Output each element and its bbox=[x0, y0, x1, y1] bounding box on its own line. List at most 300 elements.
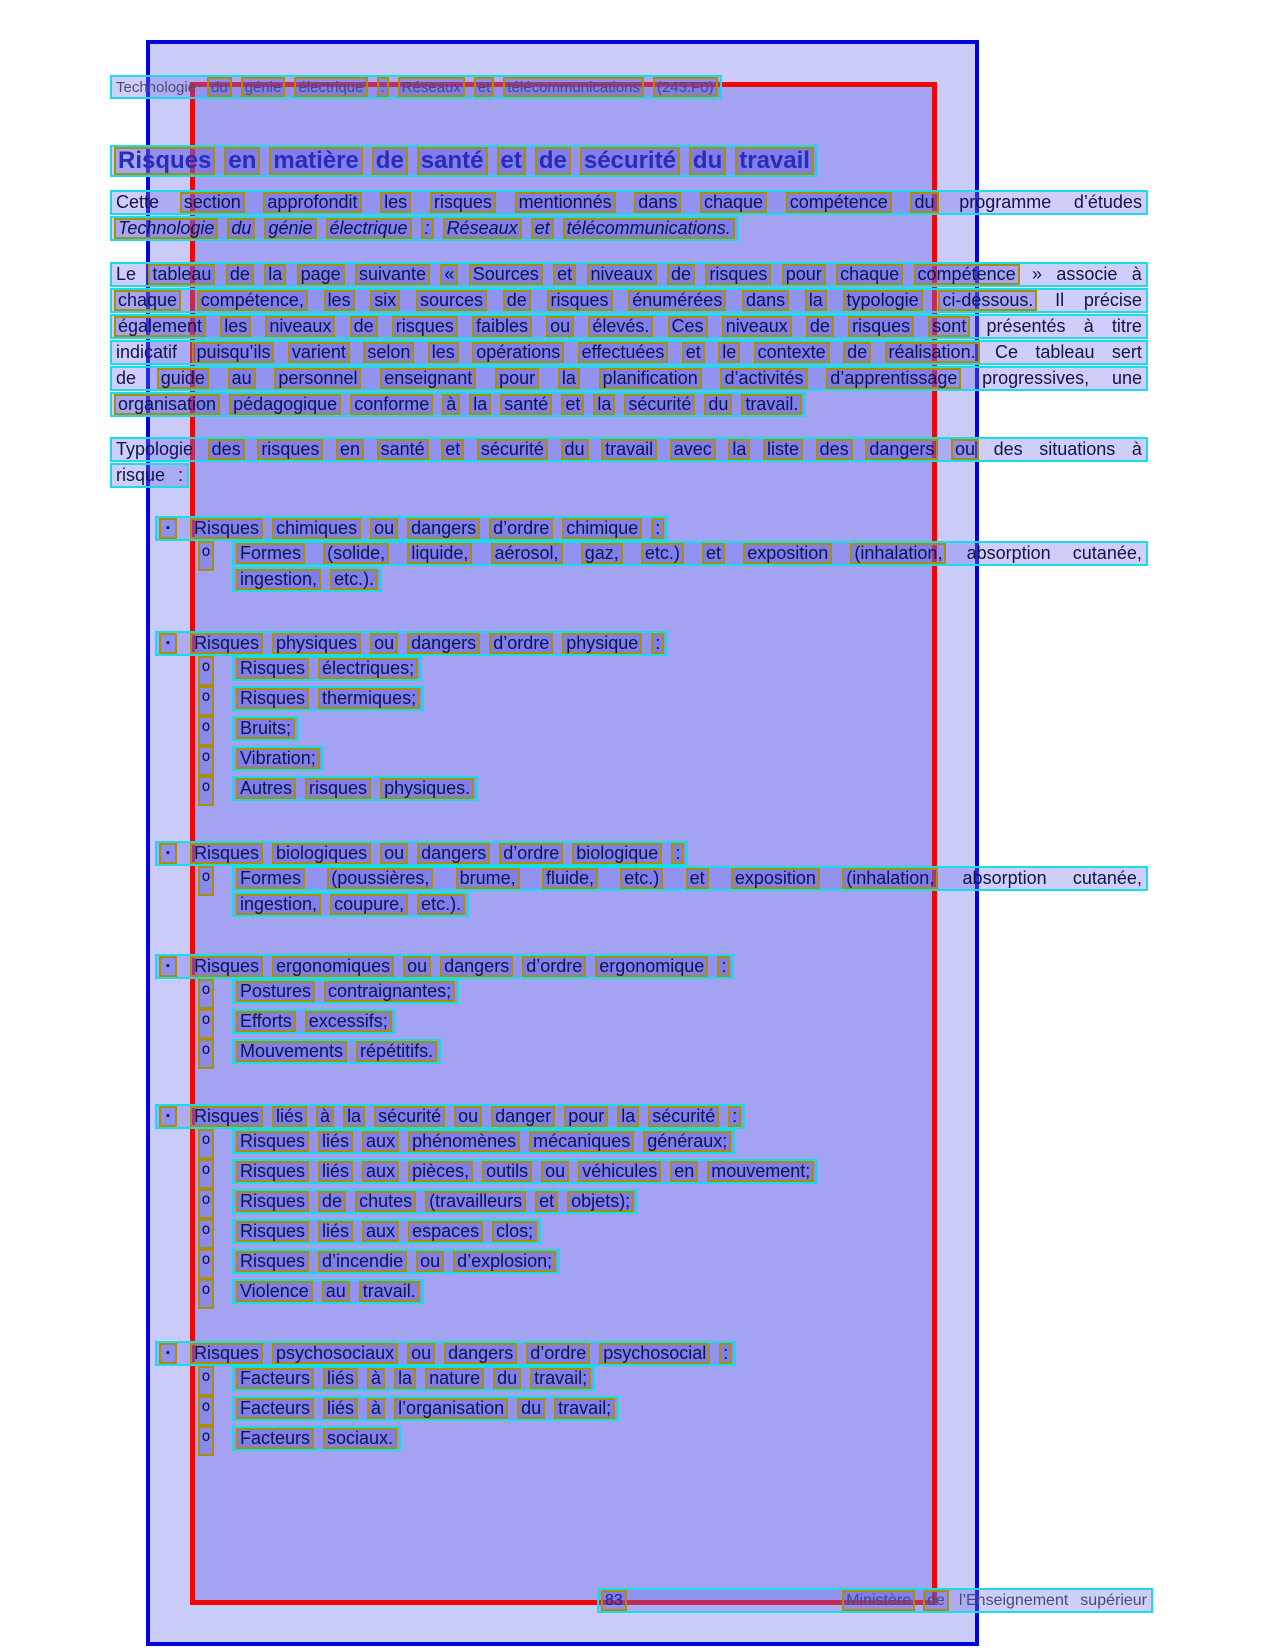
word-highlight: compétence bbox=[786, 192, 892, 213]
circle-o-bullet-icon: o bbox=[198, 1189, 214, 1219]
circle-o-bullet-icon: o bbox=[198, 1249, 214, 1279]
word-highlight: la bbox=[394, 1368, 416, 1389]
word-highlight: liés bbox=[323, 1368, 358, 1389]
word-highlight: compétence, bbox=[197, 290, 308, 311]
word-highlight: au bbox=[228, 368, 256, 389]
word-highlight: varient bbox=[288, 342, 350, 363]
word-highlight: « bbox=[440, 264, 458, 285]
section-heading-line bbox=[155, 516, 668, 541]
word-highlight: et bbox=[682, 342, 705, 363]
word-highlight: Technologie bbox=[114, 218, 218, 239]
word-highlight: etc.) bbox=[620, 868, 663, 889]
word-highlight: Risques bbox=[190, 633, 263, 654]
word-highlight: » bbox=[1031, 264, 1042, 284]
item-text bbox=[232, 1009, 1148, 1035]
word-highlight: dangers bbox=[865, 439, 938, 460]
word-highlight: biologique bbox=[572, 843, 662, 864]
word-highlight: sécurité bbox=[648, 1106, 719, 1127]
line-highlight bbox=[232, 979, 459, 1004]
footer-line-highlight bbox=[597, 1588, 1153, 1613]
word-highlight: biologiques bbox=[272, 843, 371, 864]
word-highlight: ou bbox=[541, 1161, 569, 1182]
word-highlight: enseignant bbox=[380, 368, 476, 389]
paragraph bbox=[110, 190, 1148, 242]
word-highlight: la bbox=[558, 368, 580, 389]
word-highlight: Risques bbox=[190, 518, 263, 539]
line-highlight bbox=[232, 746, 324, 771]
word-highlight: risques bbox=[547, 290, 613, 311]
word-highlight: Violence bbox=[236, 1281, 313, 1302]
word-highlight: de bbox=[923, 1590, 949, 1611]
word-highlight: typologie bbox=[843, 290, 923, 311]
word-highlight: niveaux bbox=[587, 264, 657, 285]
word-highlight: à bbox=[316, 1106, 334, 1127]
circle-o-bullet-icon: o bbox=[198, 1009, 214, 1039]
page-number: 83 bbox=[601, 1590, 627, 1611]
square-bullet-icon: ▪ bbox=[159, 843, 177, 864]
word-highlight: Risques bbox=[236, 658, 309, 679]
word-highlight: situations bbox=[1039, 439, 1116, 459]
word-highlight: Technologie bbox=[116, 78, 197, 96]
circle-o-bullet-icon: o bbox=[198, 746, 214, 776]
word-highlight: chimiques bbox=[272, 518, 361, 539]
item-text bbox=[232, 866, 1148, 918]
word-highlight: liés bbox=[318, 1221, 353, 1242]
word-highlight: faibles bbox=[472, 316, 532, 337]
word-highlight: risques bbox=[848, 316, 914, 337]
word-highlight: Mouvements bbox=[236, 1041, 347, 1062]
word-highlight: Risques bbox=[236, 1221, 309, 1242]
list-item bbox=[155, 866, 1148, 918]
word-highlight: chimique bbox=[562, 518, 642, 539]
word-highlight: d’ordre bbox=[522, 956, 586, 977]
word-highlight: santé bbox=[377, 439, 429, 460]
item-text bbox=[232, 1426, 1148, 1452]
word-highlight: guide bbox=[157, 368, 209, 389]
word-highlight: (poussières, bbox=[327, 868, 433, 889]
word-highlight: d’apprentissage bbox=[826, 368, 961, 389]
word-highlight: etc.). bbox=[417, 894, 465, 915]
word-highlight: électriques; bbox=[318, 658, 418, 679]
word-highlight: pour bbox=[495, 368, 539, 389]
word-highlight: Typologie bbox=[116, 439, 194, 459]
word-highlight: du bbox=[227, 218, 255, 239]
word-highlight: d’explosion; bbox=[453, 1251, 556, 1272]
item-text bbox=[232, 1039, 1148, 1065]
word-highlight: outils bbox=[482, 1161, 532, 1182]
word-highlight: sources bbox=[416, 290, 487, 311]
circle-o-bullet-icon: o bbox=[198, 541, 214, 571]
word-highlight: aux bbox=[362, 1221, 399, 1242]
header-line-highlight bbox=[110, 75, 722, 99]
word-highlight: et bbox=[561, 394, 584, 415]
word-highlight: Postures bbox=[236, 981, 315, 1002]
word-highlight: tableau bbox=[148, 264, 215, 285]
word-highlight: etc.). bbox=[330, 569, 378, 590]
word-highlight: travail. bbox=[359, 1281, 420, 1302]
list-item bbox=[155, 1039, 1148, 1069]
word-highlight: (243.F0) bbox=[653, 77, 718, 97]
word-highlight: dans bbox=[742, 290, 789, 311]
word-highlight: Autres bbox=[236, 778, 296, 799]
list-item bbox=[155, 1129, 1148, 1159]
word-highlight: : bbox=[377, 77, 389, 97]
word-highlight: compétence bbox=[914, 264, 1020, 285]
word-highlight: : bbox=[421, 218, 434, 239]
word-highlight: sécurité bbox=[477, 439, 548, 460]
word-highlight: Risques bbox=[190, 843, 263, 864]
item-text bbox=[232, 656, 1148, 682]
line-highlight bbox=[110, 314, 1148, 339]
word-highlight: risques bbox=[430, 192, 496, 213]
circle-o-bullet-icon: o bbox=[198, 1159, 214, 1189]
word-highlight: Risques bbox=[236, 1191, 309, 1212]
word-highlight: ou bbox=[454, 1106, 482, 1127]
word-highlight: des bbox=[208, 439, 245, 460]
word-highlight: sert bbox=[1111, 342, 1142, 362]
square-bullet-icon: ▪ bbox=[159, 1106, 177, 1127]
circle-o-bullet-icon: o bbox=[198, 1426, 214, 1456]
word-highlight: la bbox=[343, 1106, 365, 1127]
paragraph bbox=[110, 262, 1148, 418]
word-highlight: risques bbox=[257, 439, 323, 460]
word-highlight: effectuées bbox=[578, 342, 669, 363]
word-highlight: programme bbox=[959, 192, 1052, 212]
word-highlight: ou bbox=[407, 1343, 435, 1364]
item-text bbox=[232, 776, 1148, 802]
word-highlight: ou bbox=[380, 843, 408, 864]
line-highlight bbox=[232, 1396, 619, 1421]
word-highlight: Risques bbox=[190, 1106, 263, 1127]
word-highlight: cutanée, bbox=[1072, 868, 1142, 888]
word-highlight: Facteurs bbox=[236, 1398, 314, 1419]
word-highlight: une bbox=[1111, 368, 1142, 388]
word-highlight: ou bbox=[370, 518, 398, 539]
square-bullet-icon: ▪ bbox=[159, 633, 177, 654]
line-highlight bbox=[110, 190, 1148, 215]
word-highlight: Ce bbox=[994, 342, 1018, 362]
word-highlight: Bruits; bbox=[236, 718, 295, 739]
word-highlight: liés bbox=[318, 1161, 353, 1182]
word-highlight: des bbox=[816, 439, 853, 460]
word-highlight: physiques bbox=[272, 633, 361, 654]
word-highlight: physique bbox=[562, 633, 642, 654]
word-highlight: élevés. bbox=[588, 316, 653, 337]
word-highlight: généraux; bbox=[643, 1131, 731, 1152]
line-highlight bbox=[232, 1249, 560, 1274]
word-highlight: du bbox=[561, 439, 589, 460]
word-highlight: niveaux bbox=[722, 316, 792, 337]
word-highlight: risques bbox=[705, 264, 771, 285]
word-highlight: dangers bbox=[440, 956, 513, 977]
word-highlight: psychosocial bbox=[599, 1343, 710, 1364]
item-text bbox=[232, 1396, 1148, 1422]
line-highlight bbox=[232, 1279, 424, 1304]
circle-o-bullet-icon: o bbox=[198, 1366, 214, 1396]
word-highlight: la bbox=[728, 439, 750, 460]
word-highlight: dangers bbox=[417, 843, 490, 864]
word-highlight: de bbox=[226, 264, 254, 285]
word-highlight: aux bbox=[362, 1161, 399, 1182]
risk-section bbox=[155, 840, 1148, 918]
word-highlight: génie bbox=[241, 77, 286, 97]
list-item bbox=[155, 716, 1148, 746]
item-text bbox=[232, 1279, 1148, 1305]
word-highlight: ou bbox=[370, 633, 398, 654]
word-highlight: et bbox=[474, 77, 495, 97]
word-highlight: la bbox=[264, 264, 286, 285]
word-highlight: d’ordre bbox=[489, 633, 553, 654]
word-highlight: mouvement; bbox=[707, 1161, 814, 1182]
word-highlight: mécaniques bbox=[529, 1131, 634, 1152]
item-text bbox=[232, 1129, 1148, 1155]
word-highlight: supérieur bbox=[1080, 1591, 1147, 1609]
list-item bbox=[155, 776, 1148, 806]
line-highlight bbox=[232, 1009, 396, 1034]
word-highlight: à bbox=[442, 394, 460, 415]
circle-o-bullet-icon: o bbox=[198, 866, 214, 896]
page-footer bbox=[597, 1588, 1153, 1613]
circle-o-bullet-icon: o bbox=[198, 656, 214, 686]
word-highlight: de bbox=[350, 316, 378, 337]
word-highlight: excessifs; bbox=[305, 1011, 392, 1032]
list-item bbox=[155, 1009, 1148, 1039]
item-text bbox=[232, 1219, 1148, 1245]
word-highlight: (travailleurs bbox=[425, 1191, 526, 1212]
word-highlight: et bbox=[497, 147, 526, 175]
word-highlight: mentionnés bbox=[515, 192, 616, 213]
page-title bbox=[110, 145, 1148, 179]
word-highlight: (solide, bbox=[323, 543, 389, 564]
word-highlight: à bbox=[367, 1368, 385, 1389]
word-highlight: pédagogique bbox=[229, 394, 341, 415]
word-highlight: de bbox=[843, 342, 871, 363]
word-highlight: du bbox=[704, 394, 732, 415]
item-text bbox=[232, 1159, 1148, 1185]
word-highlight: aux bbox=[362, 1131, 399, 1152]
word-highlight: au bbox=[322, 1281, 350, 1302]
word-highlight: Ces bbox=[668, 316, 708, 337]
word-highlight: Formes bbox=[236, 543, 305, 564]
word-highlight: et bbox=[686, 868, 709, 889]
word-highlight: la bbox=[617, 1106, 639, 1127]
word-highlight: et bbox=[531, 218, 554, 239]
circle-o-bullet-icon: o bbox=[198, 716, 214, 746]
word-highlight: conforme bbox=[350, 394, 433, 415]
word-highlight: Réseaux bbox=[398, 77, 465, 97]
word-highlight: phénomènes bbox=[408, 1131, 520, 1152]
text-layer bbox=[110, 75, 1148, 1609]
paragraph bbox=[110, 437, 1148, 489]
line-highlight bbox=[110, 216, 739, 241]
line-highlight bbox=[232, 776, 478, 801]
word-highlight: clos; bbox=[492, 1221, 537, 1242]
list-item bbox=[155, 746, 1148, 776]
word-highlight: santé bbox=[417, 147, 488, 175]
word-highlight: Facteurs bbox=[236, 1368, 314, 1389]
list-item bbox=[155, 1366, 1148, 1396]
word-highlight: Vibration; bbox=[236, 748, 320, 769]
word-highlight: titre bbox=[1111, 316, 1142, 336]
word-highlight: Risques bbox=[190, 1343, 263, 1364]
word-highlight: Risques bbox=[114, 147, 215, 175]
line-highlight bbox=[232, 656, 422, 681]
line-highlight bbox=[232, 716, 299, 741]
list-item bbox=[155, 979, 1148, 1009]
page-header bbox=[110, 75, 1148, 101]
section-heading-line bbox=[155, 1104, 745, 1129]
word-highlight: d’ordre bbox=[489, 518, 553, 539]
word-highlight: la bbox=[805, 290, 827, 311]
word-highlight: brume, bbox=[456, 868, 520, 889]
word-highlight: Risques bbox=[236, 1131, 309, 1152]
word-highlight: les bbox=[324, 290, 355, 311]
list-item bbox=[155, 1159, 1148, 1189]
word-highlight: aérosol, bbox=[491, 543, 563, 564]
word-highlight: ergonomiques bbox=[272, 956, 394, 977]
line-highlight bbox=[232, 1219, 541, 1244]
word-highlight: également bbox=[114, 316, 206, 337]
risk-section bbox=[155, 1103, 1148, 1309]
word-highlight: de bbox=[503, 290, 531, 311]
square-bullet-icon: ▪ bbox=[159, 1343, 177, 1364]
list-item bbox=[155, 656, 1148, 686]
word-highlight: et bbox=[441, 439, 464, 460]
risk-typology-lists bbox=[110, 515, 1148, 1456]
word-highlight: l’organisation bbox=[394, 1398, 508, 1419]
line-highlight bbox=[110, 262, 1148, 287]
risk-section bbox=[155, 1340, 1148, 1456]
word-highlight: gaz, bbox=[581, 543, 623, 564]
line-highlight bbox=[232, 1159, 818, 1184]
word-highlight: fluide, bbox=[542, 868, 598, 889]
word-highlight: niveaux bbox=[265, 316, 335, 337]
word-highlight: organisation bbox=[114, 394, 220, 415]
word-highlight: thermiques; bbox=[318, 688, 420, 709]
risk-section bbox=[155, 953, 1148, 1069]
word-highlight: électrique bbox=[294, 77, 367, 97]
item-text bbox=[232, 1189, 1148, 1215]
circle-o-bullet-icon: o bbox=[198, 776, 214, 806]
word-highlight: télécommunications. bbox=[563, 218, 735, 239]
word-highlight: : bbox=[651, 518, 664, 539]
word-highlight: psychosociaux bbox=[272, 1343, 398, 1364]
word-highlight: les bbox=[380, 192, 411, 213]
list-item bbox=[155, 1249, 1148, 1279]
line-highlight bbox=[110, 288, 1148, 313]
line-highlight bbox=[232, 686, 424, 711]
line-highlight bbox=[232, 567, 382, 592]
word-highlight: associe bbox=[1056, 264, 1118, 284]
word-highlight: (inhalation, bbox=[850, 543, 946, 564]
word-highlight: la bbox=[469, 394, 491, 415]
item-text bbox=[232, 686, 1148, 712]
word-highlight: du bbox=[493, 1368, 521, 1389]
section-heading-line bbox=[155, 1341, 736, 1366]
word-highlight: Risques bbox=[236, 1161, 309, 1182]
word-highlight: santé bbox=[500, 394, 552, 415]
word-highlight: risques bbox=[392, 316, 458, 337]
word-highlight: génie bbox=[264, 218, 316, 239]
word-highlight: cutanée, bbox=[1072, 543, 1142, 563]
word-highlight: électrique bbox=[326, 218, 412, 239]
word-highlight: en bbox=[336, 439, 364, 460]
title-line-highlight bbox=[110, 145, 818, 177]
word-highlight: et bbox=[553, 264, 576, 285]
word-highlight: Facteurs bbox=[236, 1428, 314, 1449]
word-highlight: exposition bbox=[743, 543, 832, 564]
item-text bbox=[232, 979, 1148, 1005]
word-highlight: physiques. bbox=[380, 778, 474, 799]
word-highlight: chaque bbox=[114, 290, 181, 311]
word-highlight: le bbox=[718, 342, 740, 363]
line-highlight bbox=[232, 1039, 441, 1064]
word-highlight: six bbox=[370, 290, 400, 311]
word-highlight: sont bbox=[928, 316, 970, 337]
word-highlight: Risques bbox=[236, 688, 309, 709]
word-highlight: risques bbox=[305, 778, 371, 799]
word-highlight: risque bbox=[116, 465, 166, 485]
word-highlight: Ministère bbox=[842, 1590, 915, 1611]
word-highlight: énumérées bbox=[628, 290, 726, 311]
word-highlight: opérations bbox=[472, 342, 564, 363]
word-highlight: en bbox=[224, 147, 260, 175]
word-highlight: les bbox=[220, 316, 251, 337]
word-highlight: travail. bbox=[741, 394, 802, 415]
word-highlight: d’études bbox=[1073, 192, 1142, 212]
word-highlight: les bbox=[428, 342, 459, 363]
word-highlight: matière bbox=[269, 147, 362, 175]
word-highlight: Il bbox=[1055, 290, 1065, 310]
item-text bbox=[232, 746, 1148, 772]
section-heading-line bbox=[155, 631, 668, 656]
risk-section bbox=[155, 515, 1148, 593]
section-heading-line bbox=[155, 954, 734, 979]
word-highlight: du bbox=[517, 1398, 545, 1419]
word-highlight: d’activités bbox=[720, 368, 807, 389]
item-text bbox=[232, 716, 1148, 742]
section-heading-line bbox=[155, 841, 688, 866]
line-highlight bbox=[232, 1366, 595, 1391]
list-item bbox=[155, 1396, 1148, 1426]
word-highlight: en bbox=[670, 1161, 698, 1182]
list-item bbox=[155, 1279, 1148, 1309]
word-highlight: sociaux. bbox=[323, 1428, 397, 1449]
list-item bbox=[155, 541, 1148, 593]
square-bullet-icon: ▪ bbox=[159, 518, 177, 539]
word-highlight: objets); bbox=[567, 1191, 634, 1212]
line-highlight bbox=[110, 340, 1148, 365]
circle-o-bullet-icon: o bbox=[198, 1129, 214, 1159]
line-highlight bbox=[110, 366, 1148, 391]
word-highlight: Formes bbox=[236, 868, 305, 889]
word-highlight: ergonomique bbox=[595, 956, 708, 977]
line-highlight bbox=[232, 1426, 401, 1451]
word-highlight: exposition bbox=[731, 868, 820, 889]
word-highlight: indicatif bbox=[116, 342, 178, 362]
word-highlight: à bbox=[1131, 264, 1142, 284]
line-highlight bbox=[232, 892, 469, 917]
list-item bbox=[155, 1426, 1148, 1456]
word-highlight: liés bbox=[272, 1106, 307, 1127]
word-highlight: liste bbox=[763, 439, 803, 460]
word-highlight: pour bbox=[782, 264, 826, 285]
word-highlight: Réseaux bbox=[443, 218, 522, 239]
word-highlight: dangers bbox=[407, 518, 480, 539]
word-highlight: : bbox=[728, 1106, 741, 1127]
word-highlight: sécurité bbox=[624, 394, 695, 415]
word-highlight: télécommunications bbox=[503, 77, 644, 97]
